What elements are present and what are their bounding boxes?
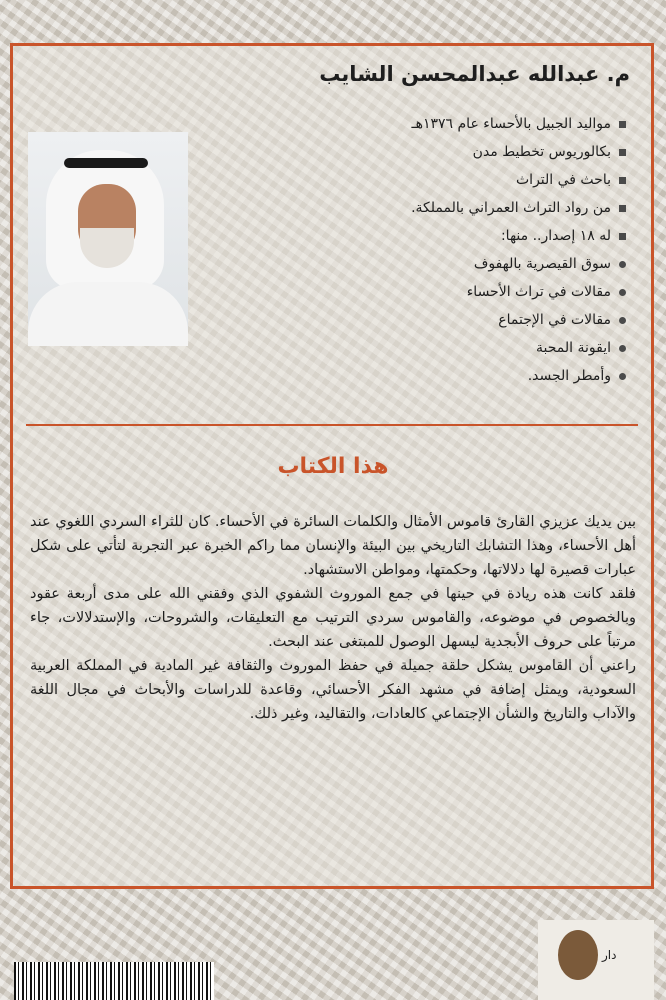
agal-shape <box>64 158 148 168</box>
publisher-logo <box>538 920 654 1000</box>
square-bullet-icon <box>619 149 626 156</box>
circle-bullet-icon <box>619 289 626 296</box>
bio-item <box>216 194 626 222</box>
publication-item <box>216 362 626 390</box>
publication-item <box>216 306 626 334</box>
section-divider <box>26 424 638 426</box>
square-bullet-icon <box>619 121 626 128</box>
bio-item <box>216 138 626 166</box>
circle-bullet-icon <box>619 373 626 380</box>
circle-bullet-icon <box>619 345 626 352</box>
bio-item <box>216 166 626 194</box>
thobe-shape <box>28 282 188 346</box>
bio-item-text: له ١٨ إصدار.. منها: <box>500 228 611 244</box>
bio-item <box>216 222 626 250</box>
description-paragraph: راعني أن القاموس يشكل حلقة جميلة في حفظ الموروث والثقافة غير المادية في المملكة العربية السعودية، ويمثل إضافة في مشهد الفكر الأحسائي، وقاعدة للدراسات والأبحاث في مجال اللغة والآداب والتاريخ والشأن الإجتماعي كالعادات، والتقاليد، وغير ذلك. <box>30 658 636 722</box>
author-name: م. عبدالله عبدالمحسن الشايب <box>319 62 630 86</box>
publication-item-text: سوق القيصرية بالهفوف <box>473 256 611 272</box>
circle-bullet-icon <box>619 317 626 324</box>
bio-item-text: باحث في التراث <box>516 172 611 188</box>
square-bullet-icon <box>619 233 626 240</box>
section-title: هذا الكتاب <box>277 454 389 479</box>
publication-item <box>216 250 626 278</box>
publisher-label: دار <box>602 948 617 962</box>
publication-item-text: مقالات في الإجتماع <box>498 312 611 328</box>
square-bullet-icon <box>619 177 626 184</box>
author-bio-list <box>216 110 626 390</box>
description-paragraph: فلقد كانت هذه ريادة في حينها في جمع الموروث الشفوي الذي وفقني الله على مدى أربعة عقود وبالخصوص في موضوعه، والقاموس سردي الترتيب مع التعليقات، والشروحات، والإستدلالات، جاء مرتباً على حروف الأبجدية ليسهل الوصول للمبتغى عند البحث. <box>30 586 636 650</box>
circle-bullet-icon <box>619 261 626 268</box>
description-paragraph: بين يديك عزيزي القارئ قاموس الأمثال والكلمات السائرة في الأحساء. كان للثراء السردي اللغوي عند أهل الأحساء، وهذا التشابك التاريخي بين البيئة والإنسان مما راكم الخبرة عبر التجربة لتأتي على شكل عبارات قصيرة لها دلالاتها، وحكمتها، ومواطن الاستشهاد. <box>30 514 636 578</box>
barcode <box>14 962 214 1000</box>
publication-item <box>216 334 626 362</box>
publisher-emblem-icon <box>558 930 598 980</box>
publication-item-text: وأمطر الجسد. <box>527 368 611 384</box>
bio-item-text: مواليد الجبيل بالأحساء عام ١٣٧٦هـ <box>411 116 611 132</box>
publication-item-text: ايقونة المحبة <box>536 340 611 356</box>
square-bullet-icon <box>619 205 626 212</box>
publication-item <box>216 278 626 306</box>
book-description <box>30 510 636 726</box>
author-photo <box>28 132 188 346</box>
bio-item <box>216 110 626 138</box>
bio-item-text: بكالوريوس تخطيط مدن <box>472 144 611 160</box>
publication-item-text: مقالات في تراث الأحساء <box>466 284 611 300</box>
bio-item-text: من رواد التراث العمراني بالمملكة. <box>411 200 611 216</box>
